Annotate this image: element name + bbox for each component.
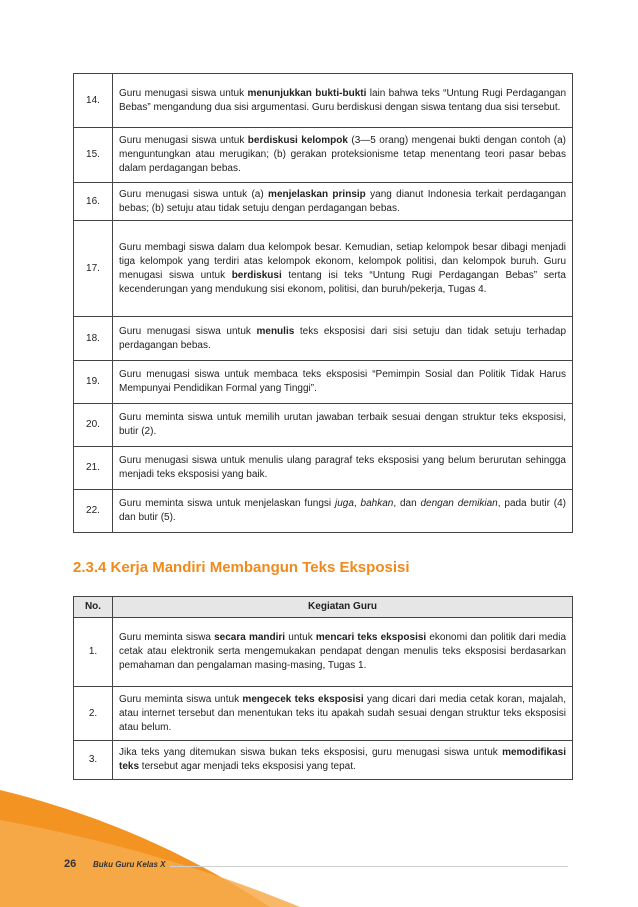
table-row xyxy=(74,183,573,221)
bold-keyword: mengecek teks eksposisi xyxy=(242,693,364,705)
row-activity-text xyxy=(113,74,573,128)
text-segment: Guru menugasi siswa untuk menulis ulang paragraf teks eksposisi yang belum berurutan sehingga menjadi teks eksposisi yang baik. xyxy=(119,455,566,480)
row-number: 1. xyxy=(74,618,113,687)
text-segment: untuk xyxy=(285,632,316,643)
row-activity-text xyxy=(113,128,573,183)
text-segment: Guru meminta siswa untuk menjelaskan fungsi xyxy=(119,498,335,509)
row-number: 2. xyxy=(74,687,113,741)
row-number: 18. xyxy=(74,317,113,361)
table-row xyxy=(74,741,573,780)
bold-keyword: menjelaskan prinsip xyxy=(268,188,366,200)
text-segment: Guru meminta siswa untuk xyxy=(119,693,243,705)
row-number: 20. xyxy=(74,404,113,447)
italic-term: bahkan xyxy=(360,498,394,509)
row-activity-text xyxy=(113,317,573,361)
row-activity-text xyxy=(113,183,573,221)
row-number: 19. xyxy=(74,361,113,404)
row-activity-text xyxy=(113,404,573,447)
table-row xyxy=(74,74,573,128)
table-header-row xyxy=(74,597,573,618)
bold-keyword: menunjukkan bukti-bukti xyxy=(247,87,367,99)
table-row xyxy=(74,618,573,687)
table-row xyxy=(74,317,573,361)
bold-keyword: memodifikasi teks xyxy=(119,747,566,772)
table2-body xyxy=(74,618,573,780)
table-row xyxy=(74,447,573,490)
independent-work-table xyxy=(73,596,573,780)
text-segment: lain bahwa teks “Untung Rugi Perdagangan Bebas” mengandung dua sisi argumentasi. Guru berdiskusi dengan siswa tentang dua sisi tersebut. xyxy=(119,87,567,113)
row-activity-text xyxy=(113,741,573,780)
table-row xyxy=(74,687,573,741)
row-number: 3. xyxy=(74,741,113,780)
text-segment: yang dianut Indonesia terkait perdagangan bebas; (b) setuju atau tidak setuju dengan perdagangan bebas. xyxy=(119,188,567,214)
bold-keyword: mencari teks eksposisi xyxy=(315,632,427,643)
italic-term: juga xyxy=(334,498,354,509)
book-title: Buku Guru Kelas X xyxy=(93,860,166,869)
row-number: 14. xyxy=(74,74,113,128)
text-segment: ekonomi dan politik dari media cetak atau elektronik serta mengemukakan pendapat dengan menulis teks eksposisi berdasarkan pemahaman dan pengalaman masing-masing, Tugas 1. xyxy=(119,632,567,671)
row-number: 22. xyxy=(74,490,113,533)
footer-divider xyxy=(170,866,568,867)
text-segment: Guru meminta siswa untuk memilih urutan jawaban terbaik sesuai dengan struktur teks eksposisi, butir (2). xyxy=(119,412,566,437)
row-activity-text xyxy=(113,221,573,317)
text-segment: Guru membagi siswa dalam dua kelompok besar. Kemudian, setiap kelompok besar dibagi menjadi tiga kelompok yang terdiri atas kelompok ekonom, kelompok politisi, dan kelompok buruh. Guru menugasi siswa untuk xyxy=(119,241,566,281)
text-segment: Guru menugasi siswa untuk xyxy=(119,87,248,99)
text-segment: Jika teks yang ditemukan siswa bukan teks eksposisi, guru menugasi siswa untuk xyxy=(119,747,503,758)
text-segment: yang dicari dari media cetak koran, majalah, atau internet tersebut dan menentukan teks itu apakah sudah sesuai dengan struktur teks eksposisi atau belum. xyxy=(119,693,566,733)
text-segment: (3—5 orang) mengenai bukti dengan contoh (a) menguntungkan atau merugikan; (b) gerakan proteksionisme tetap menentang teori pasar bebas dalam perdagangan bebas. xyxy=(119,135,566,174)
text-segment: Guru menugasi siswa untuk xyxy=(119,135,248,146)
row-number: 21. xyxy=(74,447,113,490)
italic-term: dengan demikian xyxy=(420,498,498,509)
header-activity: Kegiatan Guru xyxy=(113,597,573,618)
bold-keyword: secara mandiri xyxy=(214,632,286,643)
text-segment: Guru menugasi siswa untuk (a) xyxy=(119,188,269,200)
bold-keyword: berdiskusi xyxy=(231,269,282,281)
table-row xyxy=(74,490,573,533)
row-activity-text xyxy=(113,361,573,404)
text-segment: , pada butir (4) dan butir (5). xyxy=(119,498,566,523)
row-number: 16. xyxy=(74,183,113,221)
text-segment: tersebut agar menjadi teks eksposisi yang tepat. xyxy=(139,761,356,772)
text-segment: , dan xyxy=(393,498,421,509)
table1-body xyxy=(74,74,573,533)
page-number: 26 xyxy=(64,858,77,870)
bold-keyword: menulis xyxy=(256,325,295,337)
text-segment: , xyxy=(353,498,361,509)
activity-table-continued xyxy=(73,73,573,533)
bold-keyword: berdiskusi kelompok xyxy=(247,135,348,146)
row-activity-text xyxy=(113,490,573,533)
text-segment: teks eksposisi dari sisi setuju dan tidak setuju terhadap perdagangan bebas. xyxy=(119,325,567,351)
table-row xyxy=(74,128,573,183)
row-activity-text xyxy=(113,687,573,741)
text-segment: tentang isi teks “Untung Rugi Perdagangan Bebas” serta kecenderungan yang mendukung sisi ekonom, politisi, dan buruh/pekerja, Tugas 4. xyxy=(119,269,566,295)
row-activity-text xyxy=(113,447,573,490)
table-row xyxy=(74,221,573,317)
orange-swoosh-decoration xyxy=(0,790,638,907)
text-segment: Guru meminta siswa xyxy=(119,632,215,643)
text-segment: Guru menugasi siswa untuk xyxy=(119,325,257,337)
header-no: No. xyxy=(74,597,113,618)
section-title: 2.3.4 Kerja Mandiri Membangun Teks Eksposisi xyxy=(73,559,410,576)
row-activity-text xyxy=(113,618,573,687)
row-number: 15. xyxy=(74,128,113,183)
table-row xyxy=(74,361,573,404)
text-segment: Guru menugasi siswa untuk membaca teks eksposisi “Pemimpin Sosial dan Politik Tidak Harus Mempunyai Pendidikan Formal yang Tinggi”. xyxy=(119,369,566,394)
row-number: 17. xyxy=(74,221,113,317)
table-row xyxy=(74,404,573,447)
